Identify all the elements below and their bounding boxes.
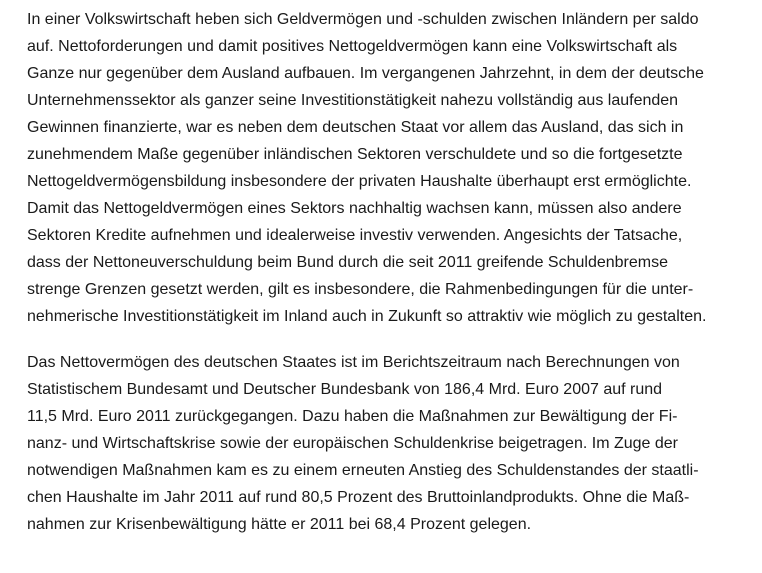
text-line: Sektoren Kredite aufnehmen und idealerweise investiv verwenden. Angesichts der Tatsache, (27, 227, 683, 244)
text-line: Nettogeldvermögensbildung insbesondere der privaten Haushalte überhaupt erst ermöglichte. (27, 173, 692, 190)
text-line: strenge Grenzen gesetzt werden, gilt es insbesondere, die Rahmenbedingungen für die unter- (27, 281, 694, 298)
text-line: 11,5 Mrd. Euro 2011 zurückgegangen. Dazu haben die Maßnahmen zur Bewältigung der Fi- (27, 408, 678, 425)
text-line: nehmerische Investitionstätigkeit im Inland auch in Zukunft so attraktiv wie möglich zu gestalten. (27, 308, 707, 325)
text-line: Ganze nur gegenüber dem Ausland aufbauen. Im vergangenen Jahrzehnt, in dem der deutsche (27, 65, 704, 82)
text-line: Unternehmenssektor als ganzer seine Investitionstätigkeit nahezu vollständig aus laufenden (27, 92, 679, 109)
text-line: In einer Volkswirtschaft heben sich Geldvermögen und -schulden zwischen Inländern per saldo (27, 11, 699, 28)
text-line: chen Haushalte im Jahr 2011 auf rund 80,5 Prozent des Bruttoinlandprodukts. Ohne die Maß- (27, 489, 690, 506)
text-line: nahmen zur Krisenbewältigung hätte er 2011 bei 68,4 Prozent gelegen. (27, 516, 532, 533)
text-line: Damit das Nettogeldvermögen eines Sektors nachhaltig wachsen kann, müssen also andere (27, 200, 682, 217)
text-line: zunehmendem Maße gegenüber inländischen Sektoren verschuldete und so die fortgesetzte (27, 146, 683, 163)
text-line: nanz- und Wirtschaftskrise sowie der europäischen Schuldenkrise beigetragen. Im Zuge der (27, 435, 678, 452)
paragraph-gap (27, 330, 757, 349)
text-line: Das Nettovermögen des deutschen Staates ist im Berichtszeitraum nach Berechnungen von (27, 354, 680, 371)
text-line: auf. Nettoforderungen und damit positives Nettogeldvermögen kann eine Volkswirtschaft als (27, 38, 678, 55)
text-line: Statistischem Bundesamt und Deutscher Bundesbank von 186,4 Mrd. Euro 2007 auf rund (27, 381, 663, 398)
document-body (27, 6, 757, 538)
text-line: Gewinnen finanzierte, war es neben dem deutschen Staat vor allem das Ausland, das sich in (27, 119, 684, 136)
text-line: dass der Nettoneuverschuldung beim Bund durch die seit 2011 greifende Schuldenbremse (27, 254, 668, 271)
paragraph-state-net-worth (27, 349, 757, 538)
paragraph-net-financial-assets (27, 6, 757, 330)
text-line: notwendigen Maßnahmen kam es zu einem erneuten Anstieg des Schuldenstandes der staatli- (27, 462, 699, 479)
